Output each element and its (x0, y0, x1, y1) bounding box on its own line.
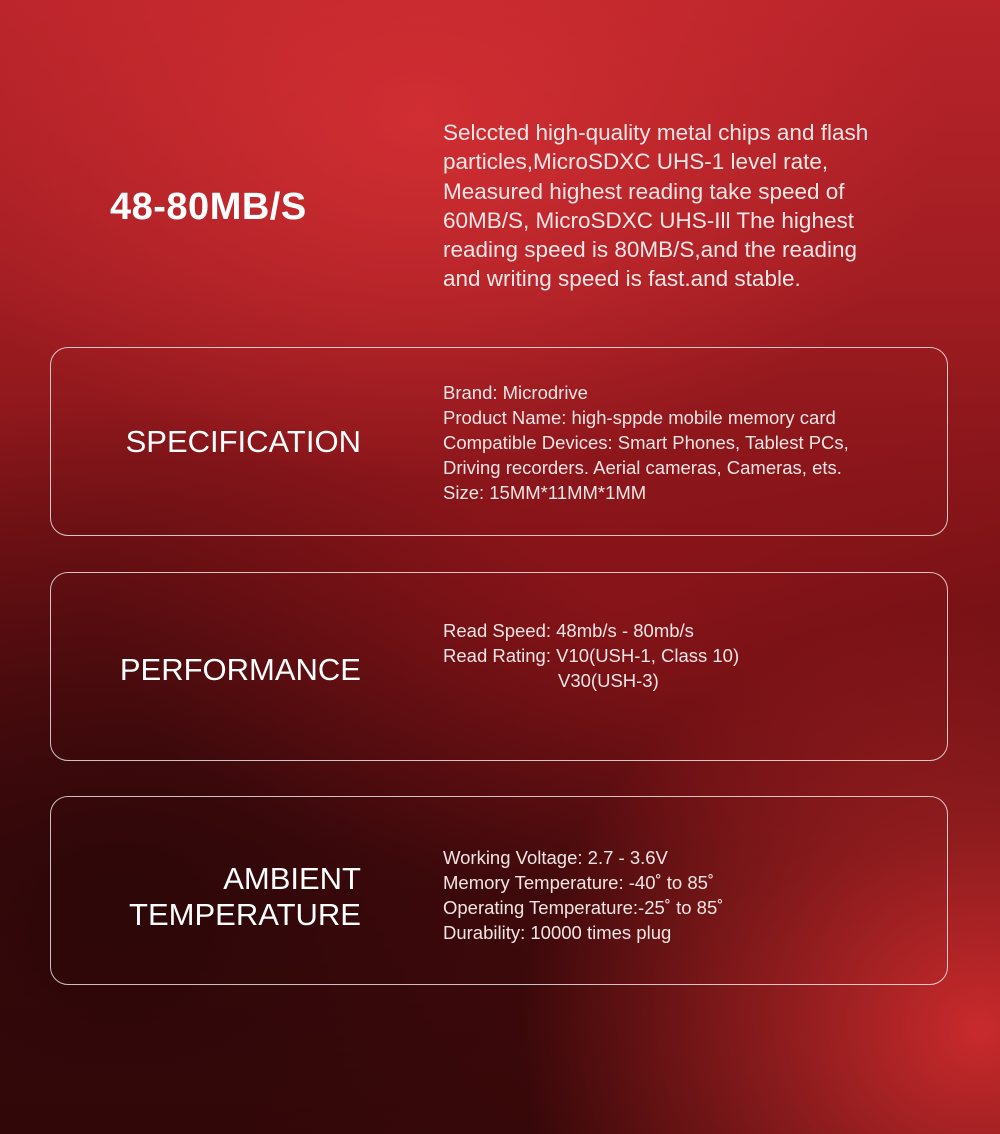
ambient-details (443, 845, 723, 945)
ambient-title-line: AMBIENT (223, 861, 361, 896)
perf-read-rating: Read Rating: V10(USH-1, Class 10) (443, 645, 740, 666)
spec-compatible-devices: Compatible Devices: Smart Phones, Tablest PCs, (443, 432, 849, 453)
speed-description-line: Selccted high-quality metal chips and flash (443, 120, 869, 145)
ambient-temperature-card (50, 796, 948, 985)
ambient-operating-temperature: Operating Temperature:-25˚ to 85˚ (443, 897, 724, 918)
ambient-working-voltage: Working Voltage: 2.7 - 3.6V (443, 847, 668, 868)
ambient-memory-temperature: Memory Temperature: -40˚ to 85˚ (443, 872, 715, 893)
spec-brand: Brand: Microdrive (443, 382, 588, 403)
speed-description-line: reading speed is 80MB/S,and the reading (443, 237, 858, 263)
spec-compatible-devices-cont: Driving recorders. Aerial cameras, Cameras, ets. (443, 457, 842, 478)
performance-card (50, 572, 948, 761)
speed-description-line: particles,MicroSDXC UHS-1 level rate, (443, 149, 829, 175)
speed-headline: 48-80MB/S (110, 186, 307, 228)
speed-description-line: 60MB/S, MicroSDXC UHS-Ill The highest (443, 207, 854, 233)
speed-description (443, 118, 913, 294)
ambient-title-line: TEMPERATURE (129, 897, 361, 932)
ambient-temperature-title (129, 861, 361, 933)
perf-read-speed: Read Speed: 48mb/s - 80mb/s (443, 620, 694, 641)
specification-card (50, 347, 948, 536)
speed-description-line: and writing speed is fast.and stable. (443, 266, 801, 292)
speed-description-line: Measured highest reading take speed of (443, 178, 845, 204)
ambient-durability: Durability: 10000 times plug (443, 922, 672, 943)
specification-details (443, 380, 849, 505)
spec-size: Size: 15MM*11MM*1MM (443, 482, 647, 503)
performance-title: PERFORMANCE (119, 652, 361, 687)
perf-read-rating-cont: V30(USH-3) (558, 670, 659, 691)
performance-details (443, 618, 739, 693)
specification-title: SPECIFICATION (125, 424, 361, 459)
spec-product-name: Product Name: high-sppde mobile memory card (443, 407, 836, 428)
